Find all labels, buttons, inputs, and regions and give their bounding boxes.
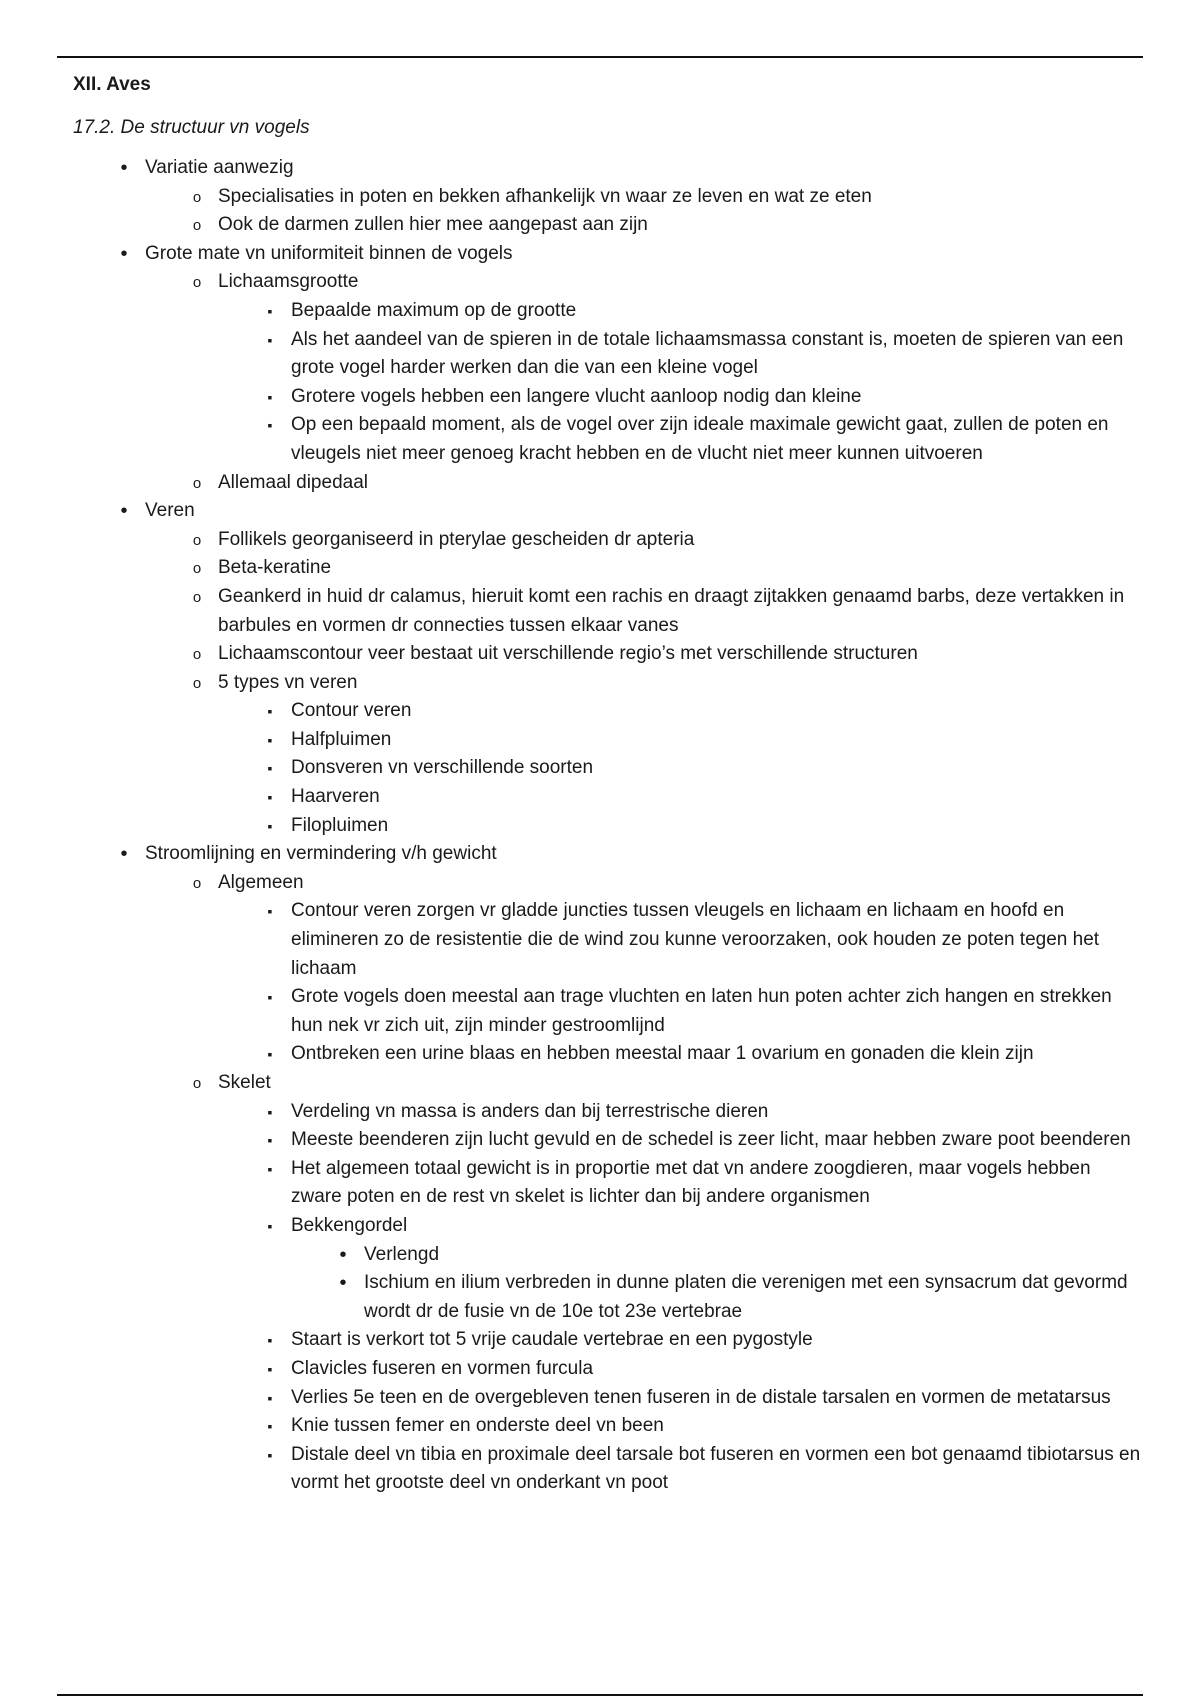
- square-marker-icon: [260, 1412, 280, 1441]
- square-marker-icon: [260, 983, 280, 1012]
- outline-item-level-3: [291, 1412, 1143, 1441]
- outline-item-text: Grotere vogels hebben een langere vlucht aanloop nodig dan kleine: [291, 385, 862, 407]
- circle-marker-icon: [187, 640, 207, 670]
- outline-item-text: Lichaamsgrootte: [218, 271, 359, 293]
- square-marker-icon: [260, 326, 280, 355]
- outline-item-text: Halfpluimen: [291, 728, 392, 750]
- square-marker-icon: [260, 1155, 280, 1184]
- outline-list: [73, 154, 1143, 1498]
- outline-item-text: Als het aandeel van de spieren in de totale lichaamsmassa constant is, moeten de spieren van een grote vogel harder werken dan die van een kleine vogel: [291, 328, 1124, 379]
- top-rule: [57, 56, 1143, 58]
- circle-marker-icon: [187, 869, 207, 899]
- outline-item-level-3: [291, 754, 1143, 783]
- outline-item-level-3: [291, 783, 1143, 812]
- outline-item-text: Meeste beenderen zijn lucht gevuld en de schedel is zeer licht, maar hebben zware poot beenderen: [291, 1129, 1131, 1151]
- outline-item-text: Geankerd in huid dr calamus, hieruit komt een rachis en draagt zijtakken genaamd barbs, deze vertakken in barbules en vormen dr connecties tussen elkaar vanes: [218, 585, 1125, 636]
- outline-item-level-3: [291, 1040, 1143, 1069]
- document-body: [73, 70, 1143, 1498]
- outline-item-text: Het algemeen totaal gewicht is in proportie met dat vn andere zoogdieren, maar vogels hebben zware poten en de rest vn skelet is lichter dan bij andere organismen: [291, 1157, 1091, 1208]
- outline-item-level-2: [218, 669, 1143, 698]
- outline-item-text: Allemaal dipedaal: [218, 471, 368, 493]
- outline-item-level-3: [291, 1326, 1143, 1355]
- circle-marker-icon: [187, 183, 207, 213]
- square-marker-icon: [260, 1326, 280, 1355]
- bottom-rule: [57, 1694, 1143, 1696]
- outline-item-text: Beta-keratine: [218, 557, 332, 579]
- square-marker-icon: [260, 1040, 280, 1069]
- outline-item-level-2: [218, 640, 1143, 669]
- outline-item-level-3: [291, 1355, 1143, 1384]
- outline-item-level-3: [291, 326, 1143, 383]
- outline-item-level-3: [291, 1384, 1143, 1413]
- square-marker-icon: [260, 1355, 280, 1384]
- square-marker-icon: [260, 297, 280, 326]
- outline-item-text: Stroomlijning en vermindering v/h gewicht: [145, 843, 497, 865]
- bullet-marker-icon: [114, 154, 134, 184]
- outline-item-text: Algemeen: [218, 871, 304, 893]
- outline-item-level-2: [218, 526, 1143, 555]
- outline-item-level-3: [291, 411, 1143, 468]
- outline-item-level-1: [145, 840, 1143, 869]
- square-marker-icon: [260, 812, 280, 841]
- outline-item-text: Distale deel vn tibia en proximale deel tarsale bot fuseren en vormen een bot genaamd tibiotarsus en vormt het grootste deel vn onderkant vn poot: [291, 1443, 1141, 1494]
- outline-item-level-1: [145, 154, 1143, 183]
- square-marker-icon: [260, 783, 280, 812]
- outline-item-level-3: [291, 697, 1143, 726]
- circle-marker-icon: [187, 1069, 207, 1099]
- square-marker-icon: [260, 1441, 280, 1470]
- outline-item-text: Verdeling vn massa is anders dan bij terrestrische dieren: [291, 1100, 769, 1122]
- chapter-title: XII. Aves: [73, 74, 151, 95]
- square-marker-icon: [260, 754, 280, 783]
- outline-item-text: Follikels georganiseerd in pterylae gescheiden dr apteria: [218, 528, 695, 550]
- outline-item-level-2: [218, 469, 1143, 498]
- square-marker-icon: [260, 697, 280, 726]
- outline-item-level-4: [364, 1241, 1143, 1270]
- square-marker-icon: [260, 897, 280, 926]
- outline-item-text: Variatie aanwezig: [145, 157, 294, 178]
- outline-item-text: Haarveren: [291, 786, 380, 808]
- bullet-marker-icon: [333, 1269, 353, 1299]
- outline-item-level-1: [145, 240, 1143, 269]
- outline-item-text: 5 types vn veren: [218, 671, 358, 693]
- bullet-marker-icon: [114, 840, 134, 870]
- outline-item-text: Op een bepaald moment, als de vogel over zijn ideale maximale gewicht gaat, zullen de poten en vleugels niet meer genoeg kracht hebben en de vlucht niet meer kunnen uitvoeren: [291, 414, 1109, 464]
- circle-marker-icon: [187, 669, 207, 699]
- outline-item-level-4: [364, 1269, 1143, 1326]
- square-marker-icon: [260, 1212, 280, 1241]
- section-subtitle: 17.2. De structuur vn vogels: [73, 117, 310, 138]
- outline-item-level-2: [218, 211, 1143, 240]
- outline-item-text: Ook de darmen zullen hier mee aangepast aan zijn: [218, 214, 648, 236]
- circle-marker-icon: [187, 526, 207, 556]
- outline-item-text: Verlies 5e teen en de overgebleven tenen fuseren in de distale tarsalen en vormen de metatarsus: [291, 1386, 1111, 1408]
- outline-item-level-2: [218, 1069, 1143, 1098]
- outline-item-level-3: [291, 983, 1143, 1040]
- outline-item-level-3: [291, 1098, 1143, 1127]
- outline-item-text: Ischium en ilium verbreden in dunne platen die verenigen met een synsacrum dat gevormd wordt dr de fusie vn de 10e tot 23e vertebrae: [364, 1272, 1128, 1322]
- outline-item-text: Contour veren zorgen vr gladde juncties tussen vleugels en lichaam en lichaam en hoofd en elimineren zo de resistentie die de wind zou kunne veroorzaken, ook houden ze poten tegen het lichaam: [291, 900, 1100, 979]
- square-marker-icon: [260, 1384, 280, 1413]
- outline-item-text: Staart is verkort tot 5 vrije caudale vertebrae en een pygostyle: [291, 1329, 813, 1351]
- outline-item-level-2: [218, 183, 1143, 212]
- square-marker-icon: [260, 1126, 280, 1155]
- outline-item-level-3: [291, 1126, 1143, 1155]
- outline-item-text: Clavicles fuseren en vormen furcula: [291, 1357, 594, 1379]
- outline-item-text: Donsveren vn verschillende soorten: [291, 757, 594, 779]
- outline-item-text: Ontbreken een urine blaas en hebben meestal maar 1 ovarium en gonaden die klein zijn: [291, 1043, 1034, 1065]
- outline-item-level-2: [218, 583, 1143, 640]
- outline-item-level-2: [218, 869, 1143, 898]
- square-marker-icon: [260, 1098, 280, 1127]
- bullet-marker-icon: [114, 240, 134, 270]
- outline-item-level-3: [291, 297, 1143, 326]
- outline-item-text: Lichaamscontour veer bestaat uit verschillende regio’s met verschillende structuren: [218, 643, 918, 665]
- outline-item-level-2: [218, 554, 1143, 583]
- outline-item-level-2: [218, 268, 1143, 297]
- outline-item-level-3: [291, 1212, 1143, 1241]
- outline-item-text: Knie tussen femer en onderste deel vn been: [291, 1415, 664, 1437]
- outline-item-text: Veren: [145, 500, 195, 522]
- outline-item-level-3: [291, 726, 1143, 755]
- outline-item-text: Contour veren: [291, 700, 412, 722]
- circle-marker-icon: [187, 211, 207, 241]
- square-marker-icon: [260, 383, 280, 412]
- outline-item-level-3: [291, 1441, 1143, 1498]
- outline-item-text: Grote mate vn uniformiteit binnen de vogels: [145, 242, 513, 264]
- bullet-marker-icon: [114, 497, 134, 527]
- outline-item-text: Bekkengordel: [291, 1214, 408, 1236]
- circle-marker-icon: [187, 583, 207, 613]
- outline-item-text: Skelet: [218, 1072, 271, 1093]
- outline-item-text: Grote vogels doen meestal aan trage vluchten en laten hun poten achter zich hangen en strekken hun nek vr zich uit, zijn minder gestroomlijnd: [291, 986, 1112, 1036]
- outline-item-text: Specialisaties in poten en bekken afhankelijk vn waar ze leven en wat ze eten: [218, 185, 872, 207]
- bullet-marker-icon: [333, 1241, 353, 1271]
- outline-item-text: Filopluimen: [291, 814, 389, 836]
- circle-marker-icon: [187, 268, 207, 298]
- outline-item-text: Bepaalde maximum op de grootte: [291, 299, 577, 321]
- square-marker-icon: [260, 726, 280, 755]
- outline-item-level-3: [291, 383, 1143, 412]
- circle-marker-icon: [187, 554, 207, 584]
- outline-item-text: Verlengd: [364, 1243, 440, 1265]
- outline-item-level-3: [291, 1155, 1143, 1212]
- outline-item-level-3: [291, 812, 1143, 841]
- square-marker-icon: [260, 411, 280, 440]
- outline-item-level-3: [291, 897, 1143, 983]
- outline-item-level-1: [145, 497, 1143, 526]
- circle-marker-icon: [187, 469, 207, 499]
